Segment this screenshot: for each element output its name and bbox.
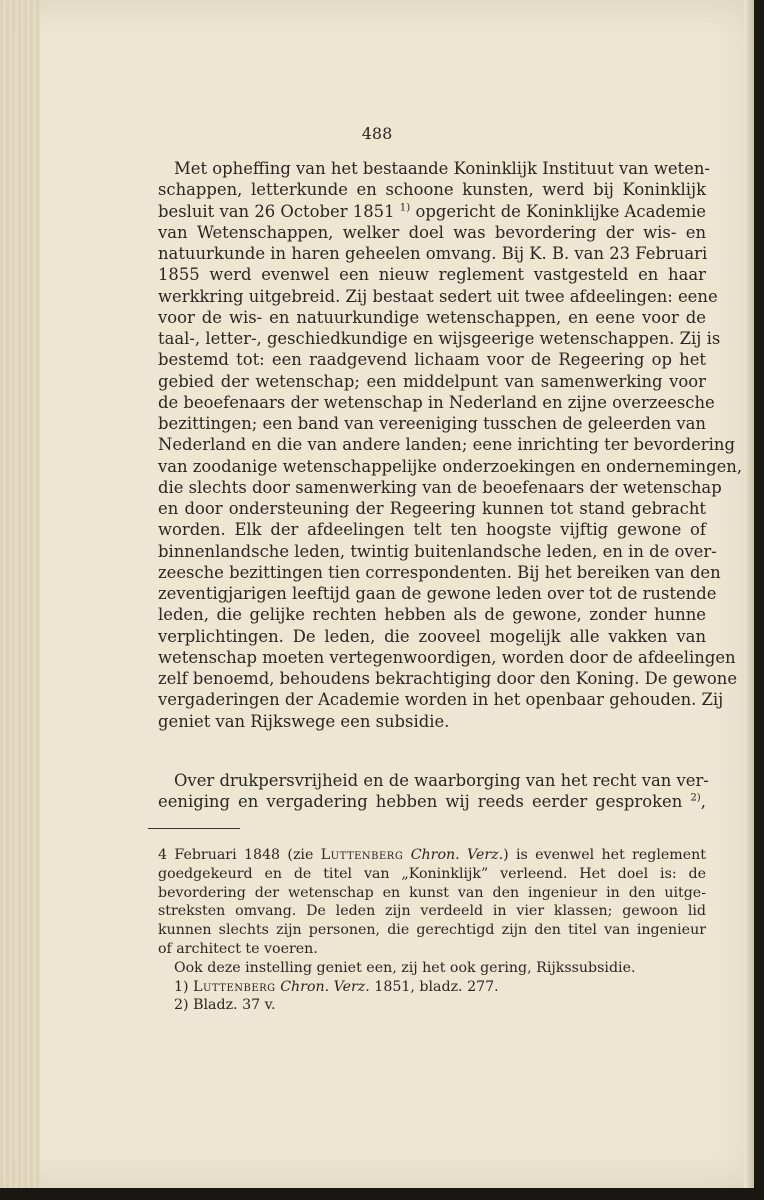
footnote-marker: 2) bbox=[174, 997, 189, 1014]
text-line: geniet van Rijkswege een subsidie. bbox=[158, 711, 450, 731]
text-line: natuurkunde in haren geheelen omvang. Bij K. B. van 23 Februari bbox=[158, 244, 708, 263]
text-line: zeventigjarigen leeftijd gaan de gewone leden over tot de rustende bbox=[158, 584, 717, 603]
text-line: die slechts door samenwerking van de beoefenaars der wetenschap bbox=[158, 477, 722, 497]
author-name: Luttenberg bbox=[320, 847, 404, 863]
text-line: zelf benoemd, behoudens bekrachtiging door den Koning. De gewone bbox=[158, 669, 738, 688]
text-line: Over drukpersvrijheid en de waarborging van het recht van ver- bbox=[174, 771, 709, 790]
text-line: zeesche bezittingen tien correspondenten. Bij het bereiken van den bbox=[158, 562, 721, 582]
page-number: 488 bbox=[361, 124, 393, 143]
work-title: Chron. Verz. bbox=[280, 978, 370, 995]
text-line: voor de wis- en natuurkundige wetenschappen, en eene voor de bbox=[158, 307, 706, 327]
main-paragraph bbox=[158, 158, 743, 732]
text-fragment: opgericht de Koninklijke Academie bbox=[415, 201, 707, 221]
text-line: Met opheffing van het bestaande Koninklijk Instituut van weten- bbox=[174, 159, 710, 178]
text-fragment: 1851, bladz. 277. bbox=[374, 978, 499, 995]
footnotes bbox=[158, 846, 706, 1015]
footnote-divider bbox=[148, 828, 240, 829]
text-line: wetenschap moeten vertegenwoordigen, worden door de afdeelingen bbox=[158, 647, 736, 667]
text-line: taal-, letter-, geschiedkundige en wijsgeerige wetenschappen. Zij is bbox=[158, 329, 721, 348]
text-line: 1855 werd evenwel een nieuw reglement vastgesteld en haar bbox=[158, 265, 706, 285]
footnote-line: bevordering der wetenschap en kunst van den ingenieur in den uitge- bbox=[158, 884, 706, 901]
text-line: bezittingen; een band van vereeniging tusschen de geleerden van bbox=[158, 414, 706, 433]
text-line: worden. Elk der afdeelingen telt ten hoogste vijftig gewone of bbox=[158, 520, 706, 540]
footnote-line: Ook deze instelling geniet een, zij het ook gering, Rijkssubsidie. bbox=[174, 959, 636, 976]
text-line: schappen, letterkunde en schoone kunsten, werd bij Koninklijk bbox=[158, 180, 706, 200]
footnote-1 bbox=[158, 978, 706, 997]
text-fragment: 4 Februari 1848 (zie bbox=[158, 847, 314, 863]
work-title: Chron. Verz. bbox=[410, 847, 504, 863]
text-line: leden, die gelijke rechten hebben als de gewone, zonder hunne bbox=[158, 605, 706, 625]
footnote-reference: 1) bbox=[399, 202, 411, 214]
text-fragment: , bbox=[700, 792, 706, 812]
author-name: Luttenberg bbox=[193, 978, 276, 995]
text-line-with-footnote bbox=[158, 791, 706, 812]
footnote-line: of architect te voeren. bbox=[158, 940, 318, 957]
footnote-reference: 2) bbox=[690, 792, 701, 804]
text-line: werkkring uitgebreid. Zij bestaat sedert uit twee afdeelingen: eene bbox=[158, 286, 718, 306]
footnote-line: kunnen slechts zijn personen, die gerechtigd zijn den titel van ingenieur bbox=[158, 922, 706, 939]
text-line: gebied der wetenschap; een middelpunt van samenwerking voor bbox=[158, 371, 706, 391]
text-line: en door ondersteuning der Regeering kunnen tot stand gebracht bbox=[158, 499, 706, 518]
text-line: vergaderingen der Academie worden in het openbaar gehouden. Zij bbox=[158, 690, 724, 710]
footnote-line bbox=[158, 846, 706, 865]
text-fragment: eeniging en vergadering hebben wij reeds eerder gesproken bbox=[158, 792, 683, 812]
text-line: van zoodanige wetenschappelijke onderzoekingen en ondernemingen, bbox=[158, 456, 743, 476]
text-line: Nederland en die van andere landen; eene inrichting ter bevordering bbox=[158, 435, 735, 455]
text-line: de beoefenaars der wetenschap in Nederland en zijne overzeesche bbox=[158, 392, 715, 412]
text-line: verplichtingen. De leden, die zooveel mogelijk alle vakken van bbox=[158, 626, 706, 646]
text-line: van Wetenschappen, welker doel was bevordering der wis- en bbox=[158, 222, 706, 242]
page-binding-edge bbox=[0, 0, 40, 1188]
footnote-line: goedgekeurd en de titel van „Koninklijk” verleend. Het doel is: de bbox=[158, 865, 706, 882]
page-right-edge bbox=[744, 0, 754, 1188]
text-line-with-footnote bbox=[158, 201, 706, 222]
footnote-2 bbox=[158, 996, 706, 1015]
text-fragment: Bladz. 37 v. bbox=[193, 997, 276, 1014]
text-fragment: ) is evenwel het reglement bbox=[503, 847, 706, 863]
second-paragraph bbox=[158, 770, 709, 813]
text-line: binnenlandsche leden, twintig buitenlandsche leden, en in de over- bbox=[158, 541, 717, 561]
text-line: bestemd tot: een raadgevend lichaam voor de Regeering op het bbox=[158, 350, 706, 370]
text-fragment: besluit van 26 October 1851 bbox=[158, 201, 395, 221]
footnote-line: streksten omvang. De leden zijn verdeeld in vier klassen; gewoon lid bbox=[158, 903, 706, 920]
footnote-marker: 1) bbox=[174, 978, 189, 995]
